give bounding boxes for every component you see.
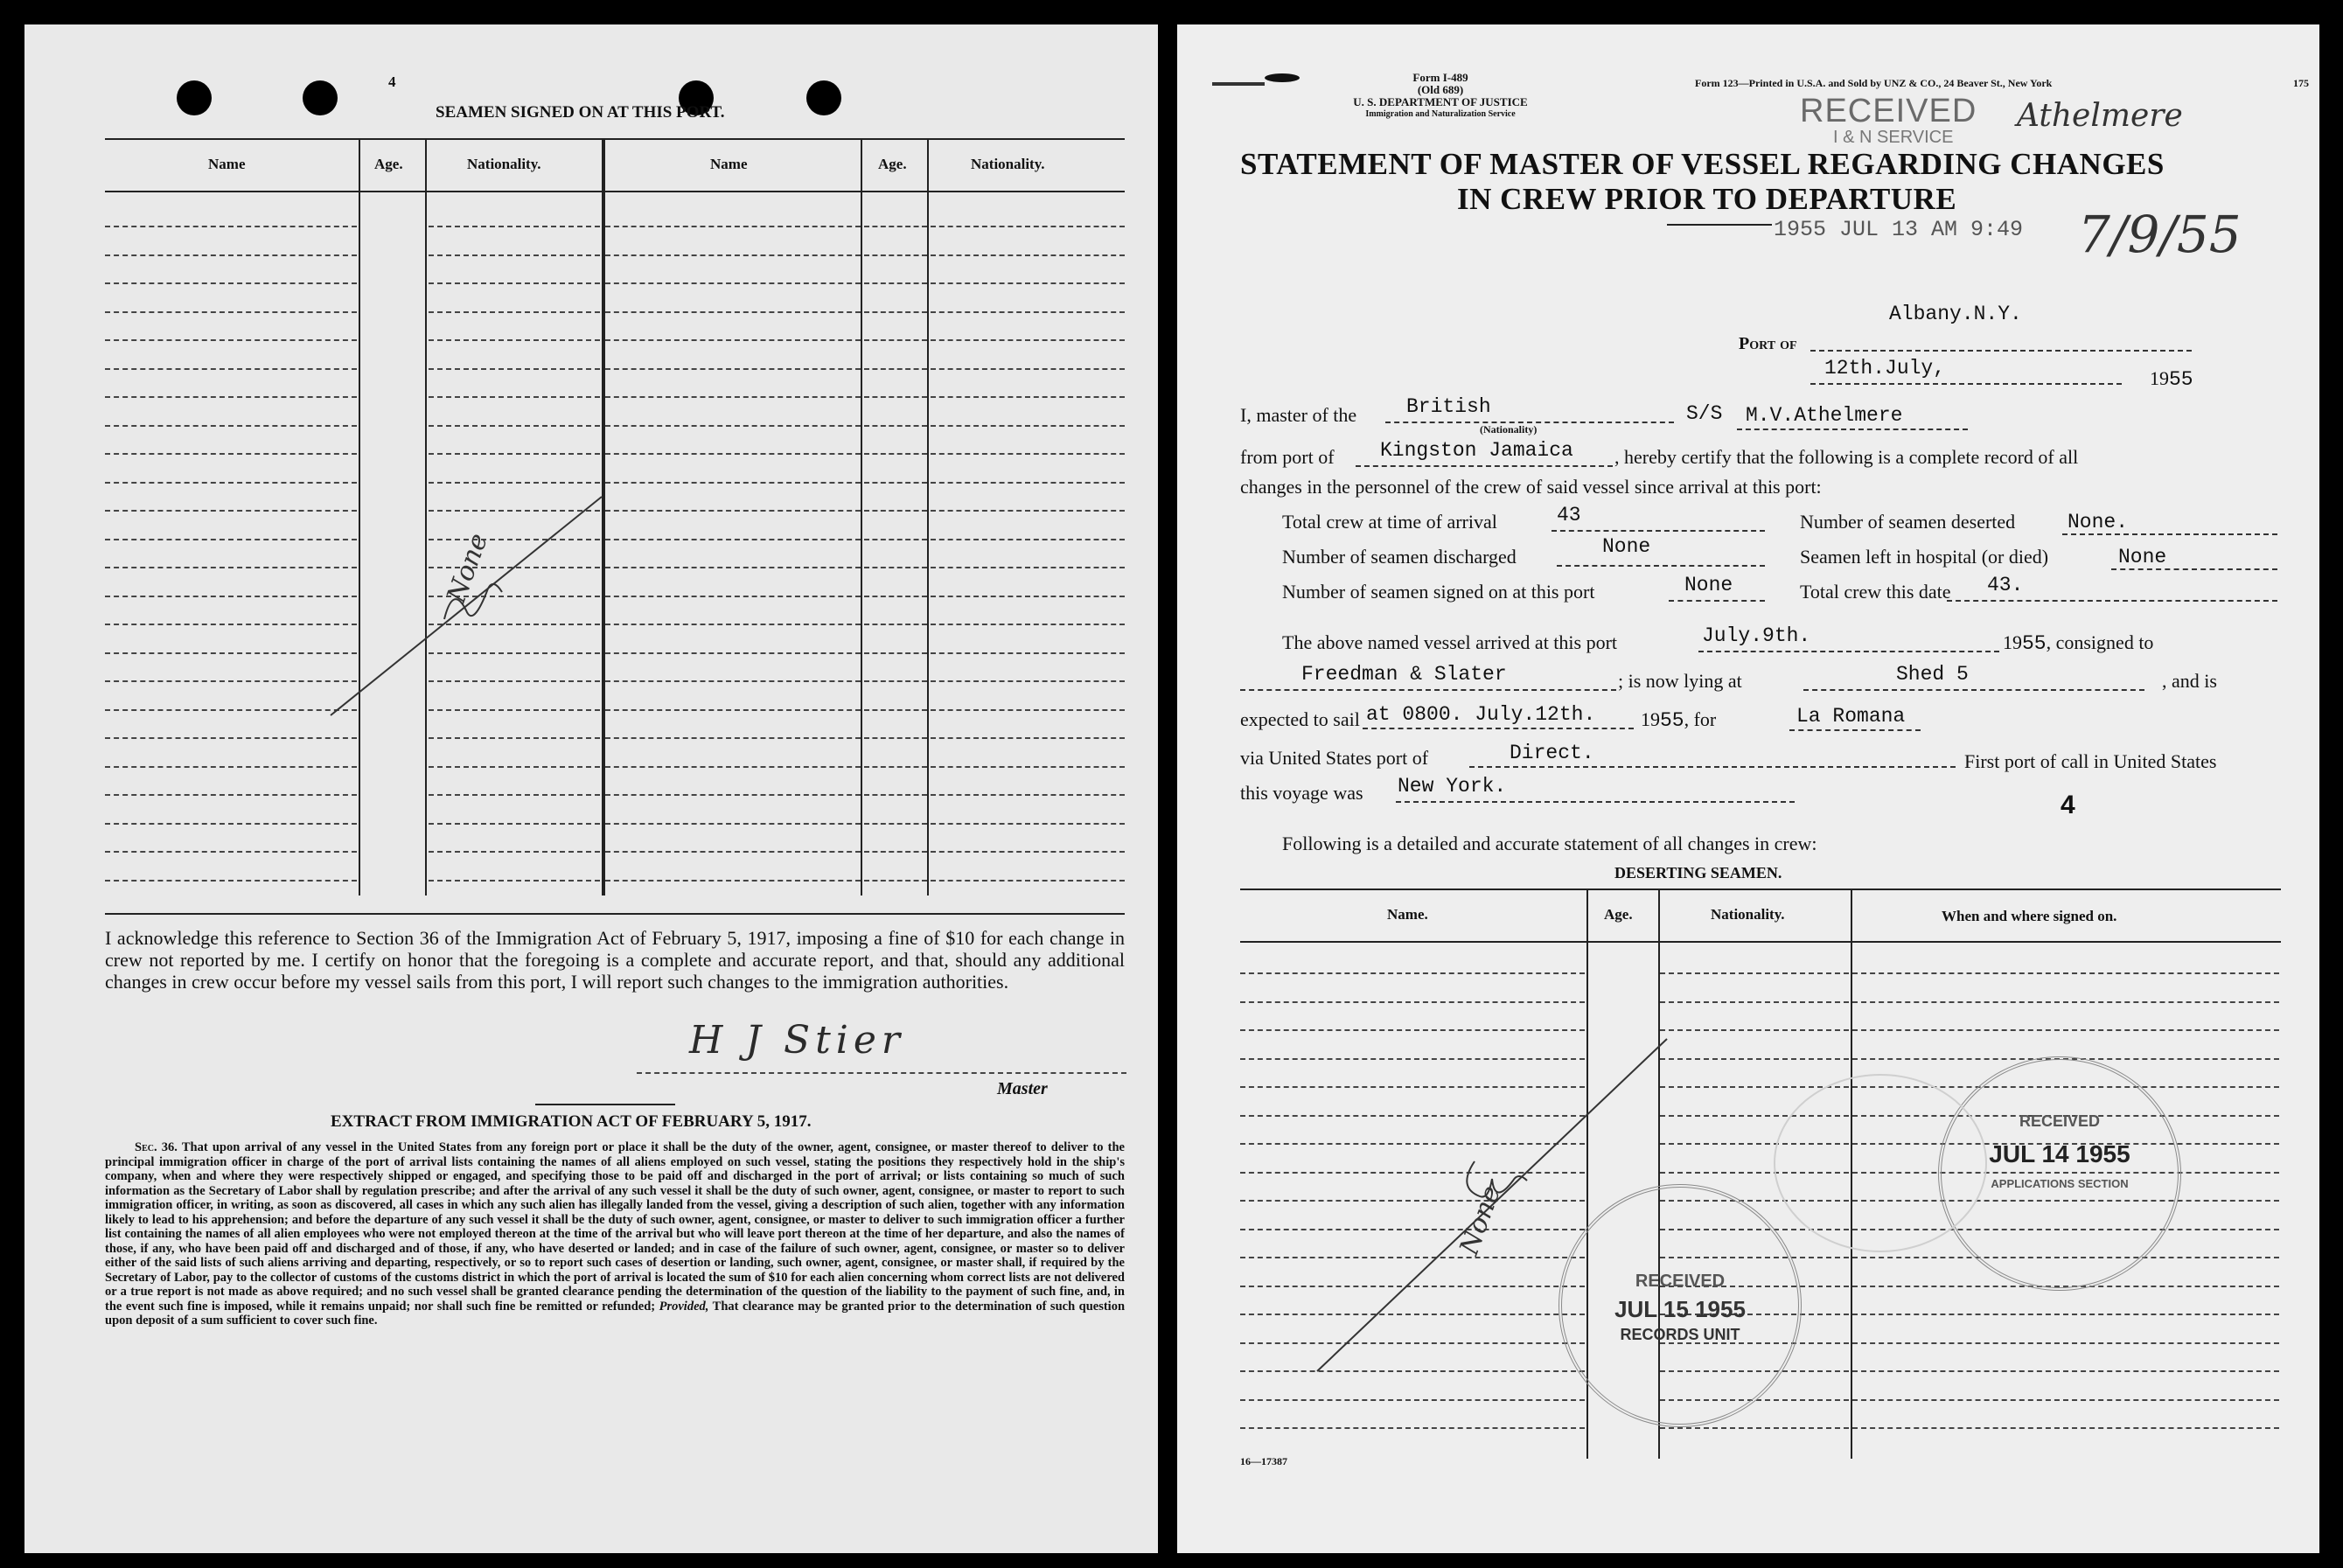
printer-note: Form 123—Printed in U.S.A. and Sold by UNZ & CO., 24 Beaver St., New York — [1695, 77, 2053, 89]
section-36-text — [105, 1140, 1125, 1328]
section-body: That upon arrival of any vessel in the United States from any foreign port or place it shall be the duty of the owner, agent, consignee, or master thereof to deliver to the principal immigration officer in charge of the port of arrival lists containing the names of all aliens employed on such vessel, stating the positions they respectively hold in the ship's company, when and where they were respectively shipped or engaged, and specifying those to be paid off and discharged in the port of arrival; or lists containing so much of such information as the Secretary of Labor shall by regulation prescribe; and after the arrival of any such vessel it shall be the duty of such owner, agent, consignee, or master to report to such immigration officer, in writing, as soon as discovered, all cases in which any such alien has illegally landed from the vessel, giving a description of such alien, together with any information likely to lead to his apprehension; and before the departure of any such vessel it shall be the duty of such owner, agent, consignee, or master to deliver to such immigration officer a further list containing the names of all alien employees who were not employed thereon at the time of the arrival but who will leave port thereon at the time of her departure, and also the names of those, if any, who have been paid off and discharged and of those, if any, who have deserted or landed; and in case of the failure of such owner, agent, consignee, or master so to deliver either of the said lists of such aliens arriving and departing, respectively, or so to report such cases of desertion or landing, such owner, agent, consignee, or master shall, if required by the Secretary of Labor, pay to the collector of customs of the customs district in which the port of arrival is located the sum of $10 for each alien concerning whom correct lists are not delivered or a true report is not made as above required; and no such vessel shall be granted clearance pending the determination of the question of the liability to the payment of such fine, and, in the event such fine is imposed, while it remains unpaid; nor shall such fine be remitted or refunded; — [105, 1140, 1125, 1314]
table-row-line — [105, 453, 357, 455]
table-row-line — [105, 880, 357, 882]
col-header-age: Age. — [374, 156, 403, 172]
lying-value: Shed 5 — [1896, 663, 1969, 686]
table-row-line — [105, 737, 357, 739]
table-row-line — [1852, 972, 2279, 974]
records-unit-stamp — [1559, 1184, 1802, 1427]
sail-year: 55 — [1660, 709, 1684, 732]
consigned-label: , consigned to — [2046, 631, 2154, 653]
extract-title: EXTRACT FROM IMMIGRATION ACT OF FEBRUARY 5, 1917. — [331, 1112, 812, 1131]
table-row-line — [1660, 972, 1849, 974]
table-row-line — [605, 624, 861, 625]
right-page — [1177, 24, 2319, 1553]
table-row-line — [605, 510, 861, 512]
hospital-label: Seamen left in hospital (or died) — [1800, 546, 2049, 568]
table-row-line — [429, 737, 600, 739]
table-row-line — [864, 596, 927, 597]
table-row-line — [105, 226, 357, 227]
col-header-name: Name. — [1387, 906, 1428, 923]
col-header-name: Name — [710, 156, 748, 172]
following-text: Following is a detailed and accurate statement of all changes in crew: — [1282, 833, 1817, 854]
table-row-line — [105, 254, 357, 256]
table-row-line — [864, 282, 927, 284]
table-row-line — [105, 368, 357, 370]
deserted-value: None. — [2068, 511, 2129, 533]
form-old: (Old 689) — [1417, 83, 1464, 96]
table-row-line — [864, 880, 927, 882]
table-row-line — [931, 425, 1125, 427]
first-port-label: First port of call in United States — [1964, 750, 2217, 772]
table-row-line — [105, 823, 357, 825]
table-row-line — [429, 311, 600, 313]
table-row-line — [931, 851, 1125, 853]
form-header — [1349, 72, 1532, 121]
table-row-line — [864, 510, 927, 512]
total-crew-date-value: 43. — [1987, 574, 2024, 596]
col-header-signed-on: When and where signed on. — [1942, 908, 2117, 924]
sail-value: at 0800. July.12th. — [1366, 703, 1596, 726]
table-row-line — [931, 282, 1125, 284]
table-row-line — [931, 539, 1125, 540]
table-row-line — [864, 482, 927, 484]
table-row-line — [1240, 1399, 1585, 1401]
received-sub: I & N SERVICE — [1833, 128, 1954, 147]
table-row-line — [931, 652, 1125, 654]
table-row-line — [429, 396, 600, 398]
header-title: SEAMEN SIGNED ON AT THIS PORT. — [436, 103, 725, 122]
table-row-line — [429, 823, 600, 825]
table-row-line — [864, 396, 927, 398]
table-row-line — [1660, 1001, 1849, 1003]
table-row-line — [605, 254, 861, 256]
year-value: 55 — [2169, 368, 2193, 391]
stamp-date: JUL 14 1955 — [1989, 1140, 2130, 1167]
table-row-line — [864, 339, 927, 341]
table-row-line — [105, 425, 357, 427]
table-row-line — [931, 254, 1125, 256]
vessel-value: M.V.Athelmere — [1746, 404, 1903, 427]
table-row-line — [605, 396, 861, 398]
table-row-line — [429, 851, 600, 853]
table-row-line — [605, 652, 861, 654]
table-row-line — [931, 596, 1125, 597]
table-row-line — [1660, 1086, 1849, 1088]
table-row-line — [105, 851, 357, 853]
handwritten-ship: Athelmere — [2017, 98, 2183, 134]
col-header-name: Name — [208, 156, 246, 172]
department: U. S. DEPARTMENT OF JUSTICE — [1353, 95, 1528, 108]
signed-on-value: None — [1684, 574, 1733, 596]
from-port-label: from port of — [1240, 446, 1335, 468]
stray-mark: 4 — [2061, 791, 2075, 819]
table-row-line — [1852, 1399, 2279, 1401]
table-row-line — [931, 624, 1125, 625]
for-label: , for — [1684, 708, 1717, 730]
table-row-line — [605, 851, 861, 853]
left-page — [24, 24, 1158, 1553]
table-row-line — [931, 453, 1125, 455]
table-row-line — [931, 510, 1125, 512]
table-row-line — [105, 339, 357, 341]
acknowledgment-text: I acknowledge this reference to Section 36 of the Immigration Act of February 5, 1917, imposing a fine of $10 for each change in crew not reported by me. I certify on honor that the foregoing is a complete and accurate report, and that, should any additional changes in crew occur before my vessel sails from this port, I will report such changes to the immigration authorities. — [105, 927, 1125, 993]
form-title-line2: IN CREW PRIOR TO DEPARTURE — [1457, 182, 1957, 216]
table-row-line — [931, 680, 1125, 682]
total-crew-arrival-value: 43 — [1557, 504, 1581, 526]
table-row-line — [605, 482, 861, 484]
sail-label: expected to sail — [1240, 708, 1360, 730]
table-row-line — [605, 453, 861, 455]
table-row-line — [429, 425, 600, 427]
table-row-line — [864, 453, 927, 455]
year-prefix: 19 — [2150, 367, 2169, 389]
table-row-line — [105, 311, 357, 313]
col-header-age: Age. — [878, 156, 907, 172]
table-row-line — [105, 282, 357, 284]
stamp-unit: RECORDS UNIT — [1620, 1326, 1740, 1343]
year-prefix: 19 — [1641, 708, 1660, 730]
table-row-line — [864, 652, 927, 654]
date-value: 12th.July, — [1824, 357, 1946, 380]
total-crew-date-label: Total crew this date — [1800, 581, 1951, 603]
arrived-value: July.9th. — [1702, 624, 1811, 647]
table-row-line — [429, 282, 600, 284]
discharged-label: Number of seamen discharged — [1282, 546, 1517, 568]
table-row-line — [864, 709, 927, 711]
table-row-line — [864, 823, 927, 825]
table-row-line — [105, 766, 357, 768]
discharged-value: None — [1602, 535, 1651, 558]
signature-label: Master — [997, 1079, 1048, 1098]
section-label: Sec. 36. — [135, 1140, 178, 1154]
table-row-line — [1660, 1058, 1849, 1060]
arrived-label: The above named vessel arrived at this port — [1282, 631, 1618, 653]
signed-on-label: Number of seamen signed on at this port — [1282, 581, 1595, 603]
table-row-line — [605, 311, 861, 313]
lying-label: ; is now lying at — [1618, 670, 1742, 692]
table-row-line — [105, 794, 357, 796]
table-row-line — [429, 766, 600, 768]
table-row-line — [931, 226, 1125, 227]
proviso-label: Provided, — [659, 1299, 709, 1314]
table-row-line — [931, 766, 1125, 768]
port-label: Port of — [1739, 334, 1797, 353]
table-row-line — [864, 624, 927, 625]
ink-mark — [1265, 73, 1300, 82]
table-row-line — [864, 567, 927, 568]
table-row-line — [429, 880, 600, 882]
table-row-line — [429, 254, 600, 256]
punch-hole — [806, 80, 841, 115]
stamp-date: JUL 15 1955 — [1614, 1296, 1746, 1322]
col-header-age: Age. — [1604, 906, 1633, 923]
col-header-nationality: Nationality. — [467, 156, 541, 172]
table-row-line — [605, 339, 861, 341]
table-row-line — [1240, 972, 1585, 974]
table-row-line — [429, 368, 600, 370]
table-row-line — [931, 396, 1125, 398]
changes-text: changes in the personnel of the crew of said vessel since arrival at this port: — [1240, 476, 1822, 498]
table-row-line — [1852, 1029, 2279, 1031]
handwritten-entry: None — [441, 529, 495, 607]
nationality-value: British — [1406, 395, 1491, 418]
table-row-line — [931, 339, 1125, 341]
table-row-line — [1240, 1427, 1585, 1429]
table-row-line — [864, 766, 927, 768]
received-stamp: RECEIVED — [1800, 93, 1977, 129]
table-row-line — [931, 823, 1125, 825]
table-row-line — [931, 709, 1125, 711]
table-row-line — [864, 425, 927, 427]
handwritten-entry: None — [1454, 1181, 1508, 1259]
total-crew-arrival-label: Total crew at time of arrival — [1282, 511, 1497, 533]
master-label: I, master of the — [1240, 404, 1357, 426]
table-row-line — [605, 737, 861, 739]
stamp-received: RECEIVED — [2019, 1112, 2101, 1130]
table-row-line — [1240, 1001, 1585, 1003]
voyage-label: this voyage was — [1240, 782, 1363, 804]
table-row-line — [605, 425, 861, 427]
table-row-line — [864, 539, 927, 540]
table-row-line — [931, 368, 1125, 370]
table-row-line — [931, 794, 1125, 796]
table-row-line — [429, 226, 600, 227]
table-row-line — [864, 680, 927, 682]
table-row-line — [605, 226, 861, 227]
table-row-line — [864, 851, 927, 853]
handwritten-date: 7/9/55 — [2078, 205, 2242, 264]
ss-label: S/S — [1686, 402, 1723, 425]
table-row-line — [605, 282, 861, 284]
table-row-line — [931, 737, 1125, 739]
table-row-line — [605, 567, 861, 568]
table-row-line — [605, 539, 861, 540]
year-prefix: 19 — [2003, 631, 2022, 653]
table-row-line — [1852, 1001, 2279, 1003]
table-row-line — [1660, 1427, 1849, 1429]
stamp-section: APPLICATIONS SECTION — [1991, 1177, 2129, 1190]
deserted-label: Number of seamen deserted — [1800, 511, 2016, 533]
table-row-line — [605, 880, 861, 882]
table-row-line — [1852, 1427, 2279, 1429]
punch-hole — [177, 80, 212, 115]
table-row-line — [605, 766, 861, 768]
faint-stamp — [1774, 1074, 1987, 1252]
table-row-line — [864, 311, 927, 313]
table-row-line — [605, 680, 861, 682]
proviso-body: That clearance may be granted prior to the determination of such question upon deposit of a sum sufficient to cover such fine. — [105, 1299, 1126, 1328]
nationality-caption: (Nationality) — [1480, 423, 1538, 436]
master-signature: H J Stier — [689, 1018, 905, 1063]
from-port-value: Kingston Jamaica — [1380, 439, 1573, 462]
table-row-line — [864, 368, 927, 370]
service: Immigration and Naturalization Service — [1365, 109, 1516, 119]
col-header-nationality: Nationality. — [971, 156, 1045, 172]
printer-number: 175 — [2293, 77, 2309, 89]
table-row-line — [931, 482, 1125, 484]
table-row-line — [1852, 1314, 2279, 1315]
table-row-line — [864, 737, 927, 739]
table-row-line — [605, 709, 861, 711]
table-row-line — [429, 794, 600, 796]
and-is-label: , and is — [2162, 670, 2217, 692]
table-row-line — [105, 396, 357, 398]
table-row-line — [1852, 1342, 2279, 1344]
table-row-line — [864, 254, 927, 256]
certify-text: , hereby certify that the following is a complete record of all — [1614, 446, 2079, 468]
table-row-line — [605, 596, 861, 597]
for-value: La Romana — [1796, 705, 1906, 728]
form-number: Form I-489 — [1412, 71, 1468, 84]
table-row-line — [931, 880, 1125, 882]
page-number: 4 — [388, 73, 396, 90]
deserting-title: DESERTING SEAMEN. — [1614, 864, 1782, 882]
via-label: via United States port of — [1240, 747, 1429, 769]
ink-mark — [1212, 82, 1265, 86]
table-row-line — [864, 794, 927, 796]
consignee-value: Freedman & Slater — [1301, 663, 1507, 686]
table-row-line — [931, 567, 1125, 568]
punch-hole — [303, 80, 338, 115]
table-row-line — [605, 368, 861, 370]
table-row-line — [605, 794, 861, 796]
table-row-line — [1660, 1029, 1849, 1031]
voyage-value: New York. — [1398, 775, 1507, 798]
table-row-line — [429, 453, 600, 455]
table-row-line — [1852, 1370, 2279, 1372]
via-value: Direct. — [1510, 742, 1594, 764]
footer-code: 16—17387 — [1240, 1455, 1287, 1467]
table-row-line — [605, 823, 861, 825]
port-value: Albany.N.Y. — [1889, 303, 2022, 325]
col-header-nationality: Nationality. — [1711, 906, 1785, 923]
table-row-line — [864, 226, 927, 227]
form-title-line1: STATEMENT OF MASTER OF VESSEL REGARDING CHANGES — [1240, 147, 2165, 181]
hospital-value: None — [2118, 546, 2167, 568]
table-row-line — [429, 339, 600, 341]
arrived-year: 55 — [2022, 632, 2047, 655]
stamp-received: RECEIVED — [1635, 1272, 1726, 1291]
received-date: 1955 JUL 13 AM 9:49 — [1774, 217, 2024, 242]
table-row-line — [931, 311, 1125, 313]
